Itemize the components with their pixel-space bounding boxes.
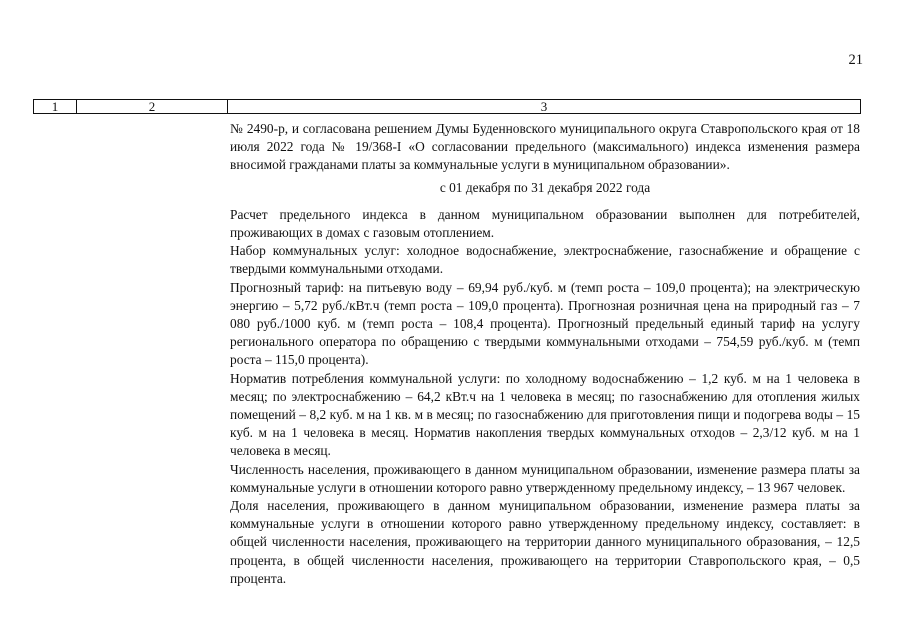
column-header-row [34,100,861,114]
paragraph-tariffs: Прогнозный тариф: на питьевую воду – 69,94 руб./куб. м (темп роста – 109,0 процента); на электрическую энергию – 5,72 руб./кВт.ч (темп роста – 109,0 процента). Прогнозная розничная цена на природный газ – 7 080 руб./1000 куб. м (темп роста – 108,4 процента). Прогнозный предельный единый тариф на услугу регионального оператора по обращению с твердыми коммунальными отходами – 754,59 руб./куб. м (темп роста – 115,0 процента). [230,279,860,368]
page-number: 21 [848,52,863,68]
column-header-1: 1 [34,100,77,114]
paragraph-consumption-norms: Норматив потребления коммунальной услуги: по холодному водоснабжению – 1,2 куб. м на 1 человека в месяц; по электроснабжению – 64,2 кВт.ч на 1 человека в месяц; по газоснабжению для отопления жилых помещений – 8,2 куб. м на 1 кв. м в месяц; по газоснабжению для приготовления пищи и подогрева воды – 15 куб. м на 1 человека в месяц. Норматив накопления твердых коммунальных отходов – 2,3/12 куб. м на 1 человека в месяц. [230,370,860,459]
column-header-table [33,99,861,114]
paragraph-services: Набор коммунальных услуг: холодное водоснабжение, электроснабжение, газоснабжение и обращение с твердыми коммунальными отходами. [230,243,860,277]
paragraph-population: Численность населения, проживающего в данном муниципальном образовании, изменение размера платы за коммунальные услуги в отношении которого равно утвержденному предельному индексу, – 13 967 человек. [230,461,860,495]
period-heading: с 01 декабря по 31 декабря 2022 года [439,179,651,195]
column-header-3: 3 [228,100,861,114]
column-header-2: 2 [77,100,228,114]
paragraph-calculation: Расчет предельного индекса в данном муниципальном образовании выполнен для потребителей, проживающих в домах с газовым отоплением. [230,206,860,241]
intro-continuation: № 2490-р, и согласована решением Думы Буденновского муниципального округа Ставропольского края от 18 июля 2022 года № 19/368-I «О согласовании предельного (максимального) индекса изменения размера вносимой гражданами платы за коммунальные услуги в муниципальном образовании». [230,121,860,173]
paragraph-population-share: Доля населения, проживающего в данном муниципальном образовании, изменение размера платы за коммунальные услуги в отношении которого равно утвержденному предельному индексу, составляет: в общей численности населения, проживающего на территории данного муниципального образования, – 12,5 процента, в общей численности населения, проживающего на территории Ставропольского края, – 0,5 процента. [230,498,860,586]
document-body [230,120,860,588]
